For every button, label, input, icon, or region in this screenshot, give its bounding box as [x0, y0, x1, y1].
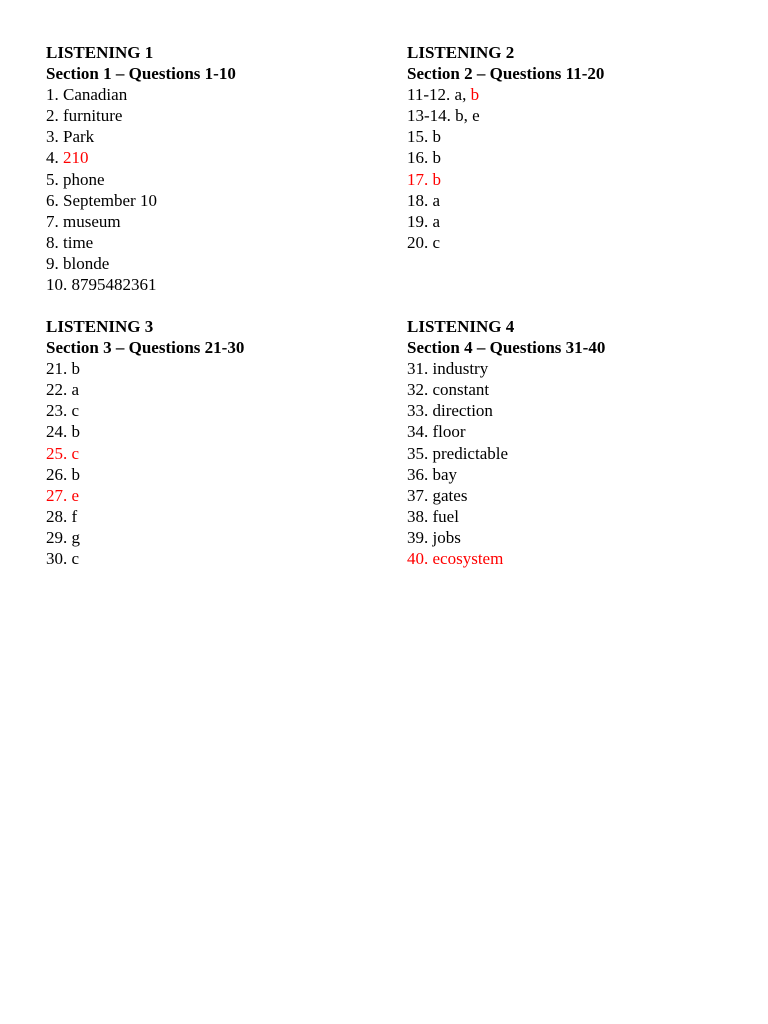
- answer-number: 25.: [46, 443, 68, 463]
- answer-item: [46, 358, 386, 379]
- answer-text: furniture: [63, 106, 123, 126]
- listening-4-block: [407, 316, 747, 569]
- listening-1-title: LISTENING 1: [46, 43, 154, 62]
- answer-item: [46, 421, 386, 442]
- answer-number: 13-14.: [407, 106, 451, 126]
- answer-item: [407, 211, 747, 232]
- answer-number: 27.: [46, 485, 68, 505]
- answer-item: [46, 274, 386, 295]
- answer-number: 26.: [46, 464, 68, 484]
- answer-text: e: [71, 485, 80, 505]
- section-1-subtitle: Section 1 – Questions 1-10: [46, 64, 236, 84]
- answer-text: a,: [454, 85, 467, 105]
- answer-text: a: [432, 190, 441, 210]
- answer-item: [407, 527, 747, 548]
- answer-item: [407, 443, 747, 464]
- answer-text: bay: [432, 464, 458, 484]
- answer-number: 16.: [407, 148, 429, 168]
- answer-text: a: [432, 211, 441, 231]
- answer-number: 10.: [46, 275, 68, 295]
- listening-3-block: [46, 316, 386, 569]
- answer-item: [46, 400, 386, 421]
- answer-item: [407, 485, 747, 506]
- section-3-answer-list: [46, 358, 386, 569]
- answer-number: 15.: [407, 127, 429, 147]
- answer-number: 39.: [407, 527, 429, 547]
- answer-number: 24.: [46, 422, 68, 442]
- answer-number: 31.: [407, 359, 429, 379]
- answer-text: Canadian: [63, 85, 128, 105]
- answer-number: 29.: [46, 527, 68, 547]
- answer-number: 32.: [407, 380, 429, 400]
- answer-text: fuel: [432, 506, 459, 526]
- answer-text: constant: [432, 380, 490, 400]
- answer-text: gates: [432, 485, 468, 505]
- section-4-subtitle: Section 4 – Questions 31-40: [407, 338, 606, 358]
- answer-text: ecosystem: [432, 549, 504, 569]
- answer-number: 28.: [46, 506, 68, 526]
- answer-number: 38.: [407, 506, 429, 526]
- answer-number: 5.: [46, 169, 59, 189]
- answer-item: [46, 211, 386, 232]
- answer-text: c: [432, 232, 441, 252]
- answer-text: b: [432, 148, 441, 168]
- answer-number: 37.: [407, 485, 429, 505]
- answer-number: 30.: [46, 549, 68, 569]
- answer-item: [407, 147, 747, 168]
- answer-number: 35.: [407, 443, 429, 463]
- answer-item: [46, 485, 386, 506]
- answer-item: [407, 84, 747, 105]
- answer-number: 20.: [407, 232, 429, 252]
- answer-number: 3.: [46, 127, 59, 147]
- section-1-answer-list: [46, 84, 386, 295]
- answer-text: c: [71, 549, 80, 569]
- answer-text: 8795482361: [71, 275, 157, 295]
- section-2-subtitle: Section 2 – Questions 11-20: [407, 64, 605, 84]
- listening-2-title: LISTENING 2: [407, 43, 515, 62]
- answer-text: phone: [63, 169, 105, 189]
- answer-item: [46, 464, 386, 485]
- answer-text: g: [71, 527, 80, 547]
- answer-item: [46, 253, 386, 274]
- answer-item: [46, 84, 386, 105]
- answer-text: c: [71, 401, 80, 421]
- answer-item: [46, 169, 386, 190]
- answer-item: [407, 126, 747, 147]
- answer-text: b: [71, 359, 80, 379]
- section-2-answer-list: [407, 84, 747, 253]
- answer-number: 11-12.: [407, 85, 451, 105]
- listening-2-block: [407, 42, 747, 253]
- answer-text: floor: [432, 422, 466, 442]
- answer-item: [407, 548, 747, 569]
- answer-number: 8.: [46, 232, 59, 252]
- answer-item: [407, 400, 747, 421]
- answer-text: industry: [432, 359, 489, 379]
- answer-item: [46, 443, 386, 464]
- answer-number: 33.: [407, 401, 429, 421]
- listening-3-title: LISTENING 3: [46, 317, 154, 336]
- answer-text: b: [71, 422, 80, 442]
- answer-text: direction: [432, 401, 493, 421]
- answer-text: 210: [63, 148, 89, 168]
- answer-item: [407, 506, 747, 527]
- answer-item: [407, 358, 747, 379]
- answer-number: 6.: [46, 190, 59, 210]
- answer-text: b, e: [455, 106, 480, 126]
- answer-text: jobs: [432, 527, 461, 547]
- answer-text: predictable: [432, 443, 509, 463]
- answer-item: [46, 105, 386, 126]
- answer-item: [46, 147, 386, 168]
- answer-item: [407, 232, 747, 253]
- answer-number: 34.: [407, 422, 429, 442]
- answer-number: 2.: [46, 106, 59, 126]
- answer-item: [46, 232, 386, 253]
- answer-item: [46, 126, 386, 147]
- answer-item: [407, 105, 747, 126]
- answer-text: b: [432, 169, 441, 189]
- answer-item: [46, 379, 386, 400]
- answer-text: c: [71, 443, 80, 463]
- answer-number: 22.: [46, 380, 68, 400]
- answer-number: 4.: [46, 148, 59, 168]
- answer-number: 9.: [46, 253, 59, 273]
- answer-text: a: [71, 380, 80, 400]
- answer-text: blonde: [63, 253, 110, 273]
- answer-number: 21.: [46, 359, 68, 379]
- answer-text: Park: [63, 127, 95, 147]
- section-3-subtitle: Section 3 – Questions 21-30: [46, 338, 245, 358]
- answer-text: b: [71, 464, 80, 484]
- answer-number: 18.: [407, 190, 429, 210]
- section-4-answer-list: [407, 358, 747, 569]
- answer-number: 40.: [407, 549, 429, 569]
- answer-item: [407, 379, 747, 400]
- answer-number: 23.: [46, 401, 68, 421]
- answer-item: [46, 527, 386, 548]
- answer-number: 19.: [407, 211, 429, 231]
- answer-item: [46, 548, 386, 569]
- answer-text: b: [432, 127, 441, 147]
- answer-item: [407, 421, 747, 442]
- answer-item: [407, 169, 747, 190]
- answer-text: f: [71, 506, 78, 526]
- listening-1-block: [46, 42, 386, 295]
- answer-number: 17.: [407, 169, 429, 189]
- answer-item: [407, 464, 747, 485]
- listening-4-title: LISTENING 4: [407, 317, 515, 336]
- answer-text: time: [63, 232, 94, 252]
- answer-extra: b: [470, 85, 480, 105]
- answer-item: [46, 190, 386, 211]
- answer-text: museum: [63, 211, 121, 231]
- answer-number: 7.: [46, 211, 59, 231]
- answer-item: [46, 506, 386, 527]
- answer-number: 1.: [46, 85, 59, 105]
- answer-item: [407, 190, 747, 211]
- answer-number: 36.: [407, 464, 429, 484]
- answer-text: September 10: [63, 190, 157, 210]
